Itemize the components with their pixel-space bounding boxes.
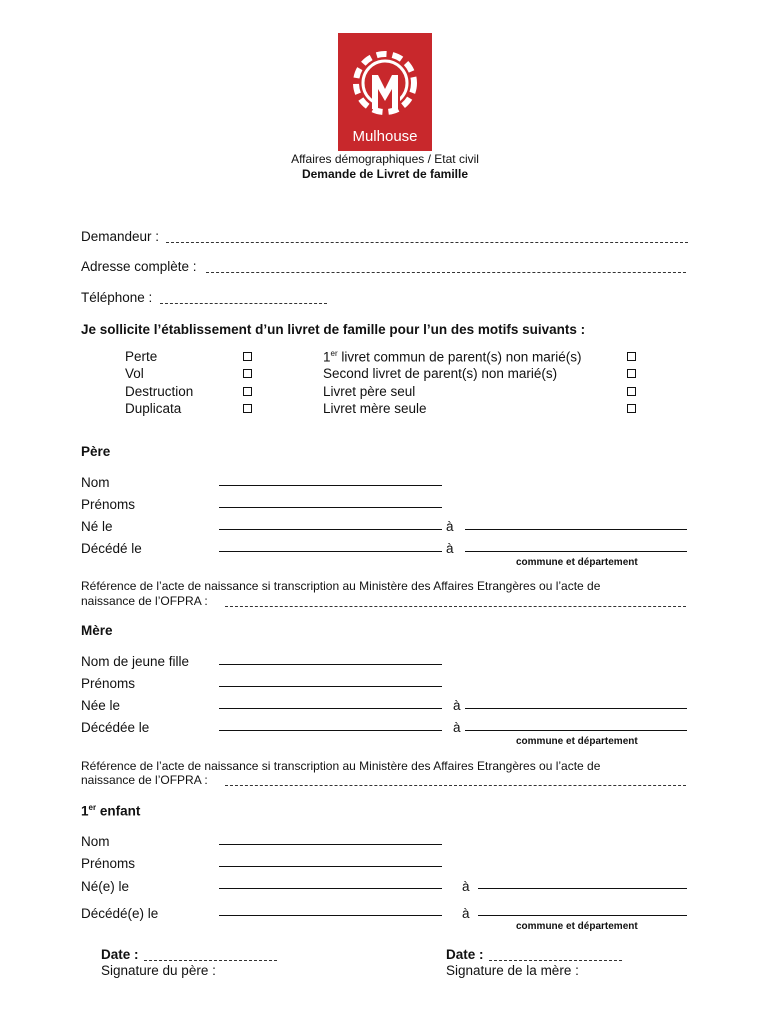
enfant-nom-label: Nom [81, 834, 110, 849]
department-label: Affaires démographiques / Etat civil [291, 152, 479, 166]
mere-commune-hint: commune et département [516, 736, 638, 747]
pere-ne-date-field[interactable] [219, 529, 442, 530]
mere-prenoms-field[interactable] [219, 686, 442, 687]
enfant-heading: 1er enfant [81, 803, 141, 819]
mere-nom-label: Nom de jeune fille [81, 654, 190, 669]
date-left-field[interactable] [144, 960, 277, 961]
mere-nee-label: Née le [81, 698, 121, 713]
motif-duplicata-label: Duplicata [125, 401, 182, 416]
pere-reference-line2: naissance de l’OFPRA : [81, 594, 208, 608]
pere-ne-lieu-field[interactable] [465, 529, 687, 530]
logo-text: Mulhouse [352, 128, 418, 145]
mere-decedee-label: Décédée le [81, 720, 150, 735]
signature-pere-label: Signature du père : [101, 963, 216, 978]
motif-vol-label: Vol [125, 366, 144, 381]
checkbox-vol[interactable] [243, 369, 252, 378]
date-right-label: Date : [446, 947, 484, 962]
pere-heading: Père [81, 444, 111, 459]
pere-nom-label: Nom [81, 475, 110, 490]
pere-reference-field[interactable] [225, 606, 686, 607]
mere-heading: Mère [81, 623, 113, 638]
pere-nom-field[interactable] [219, 485, 442, 486]
pere-ne-a-label: à [446, 519, 454, 534]
pere-decede-date-field[interactable] [219, 551, 442, 552]
checkbox-mere-seule[interactable] [627, 404, 636, 413]
mere-nom-field[interactable] [219, 664, 442, 665]
date-right-field[interactable] [489, 960, 622, 961]
motif-pere-seul-label: Livret père seul [323, 384, 416, 399]
checkbox-premier-livret[interactable] [627, 352, 636, 361]
date-left-label: Date : [101, 947, 139, 962]
checkbox-perte[interactable] [243, 352, 252, 361]
pere-decede-lieu-field[interactable] [465, 551, 687, 552]
checkbox-second-livret[interactable] [627, 369, 636, 378]
telephone-field[interactable] [160, 303, 327, 304]
page-title: Demande de Livret de famille [301, 167, 469, 181]
enfant-commune-hint: commune et département [516, 921, 638, 932]
demandeur-label: Demandeur : [81, 229, 160, 244]
mulhouse-logo [338, 33, 432, 151]
checkbox-destruction[interactable] [243, 387, 252, 396]
enfant-decede-lieu-field[interactable] [478, 915, 687, 916]
motifs-heading: Je sollicite l’établissement d’un livret de famille pour l’un des motifs suivants : [81, 322, 586, 337]
motif-destruction-label: Destruction [125, 384, 194, 399]
motif-second-livret-label: Second livret de parent(s) non marié(s) [323, 366, 558, 381]
mere-decedee-date-field[interactable] [219, 730, 442, 731]
enfant-prenoms-label: Prénoms [81, 856, 136, 871]
pere-ne-label: Né le [81, 519, 113, 534]
enfant-ne-lieu-field[interactable] [478, 888, 687, 889]
mere-decedee-a-label: à [453, 720, 461, 735]
motif-perte-label: Perte [125, 349, 158, 364]
enfant-decede-a-label: à [462, 906, 470, 921]
pere-prenoms-field[interactable] [219, 507, 442, 508]
mere-nee-date-field[interactable] [219, 708, 442, 709]
pere-prenoms-label: Prénoms [81, 497, 136, 512]
checkbox-duplicata[interactable] [243, 404, 252, 413]
pere-reference-line1: Référence de l’acte de naissance si transcription au Ministère des Affaires Etrangères ou l’acte de [81, 579, 601, 593]
telephone-label: Téléphone : [81, 290, 153, 305]
enfant-decede-date-field[interactable] [219, 915, 442, 916]
signature-mere-label: Signature de la mère : [446, 963, 579, 978]
checkbox-pere-seul[interactable] [627, 387, 636, 396]
motif-mere-seule-label: Livret mère seule [323, 401, 427, 416]
motif-premier-livret-label: 1er livret commun de parent(s) non marié(s) [323, 349, 582, 365]
enfant-decede-label: Décédé(e) le [81, 906, 159, 921]
adresse-field[interactable] [206, 272, 686, 273]
pere-decede-a-label: à [446, 541, 454, 556]
gear-icon [338, 33, 432, 133]
adresse-label: Adresse complète : [81, 259, 197, 274]
enfant-prenoms-field[interactable] [219, 866, 442, 867]
mere-prenoms-label: Prénoms [81, 676, 136, 691]
demandeur-field[interactable] [166, 242, 688, 243]
enfant-nom-field[interactable] [219, 844, 442, 845]
mere-reference-line1: Référence de l’acte de naissance si transcription au Ministère des Affaires Etrangères ou l’acte de [81, 759, 601, 773]
pere-decede-label: Décédé le [81, 541, 142, 556]
enfant-ne-a-label: à [462, 879, 470, 894]
pere-commune-hint: commune et département [516, 557, 638, 568]
mere-reference-field[interactable] [225, 785, 686, 786]
mere-decedee-lieu-field[interactable] [465, 730, 687, 731]
mere-nee-a-label: à [453, 698, 461, 713]
enfant-ne-label: Né(e) le [81, 879, 130, 894]
mere-reference-line2: naissance de l’OFPRA : [81, 773, 208, 787]
enfant-ne-date-field[interactable] [219, 888, 442, 889]
mere-nee-lieu-field[interactable] [465, 708, 687, 709]
